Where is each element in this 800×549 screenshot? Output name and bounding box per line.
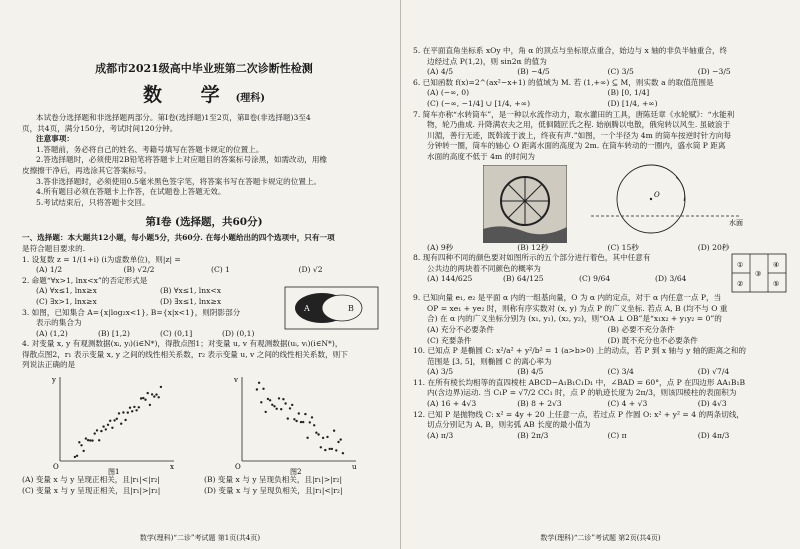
scatter-point — [160, 386, 162, 388]
intro-line: 本试卷分选择题和非选择题两部分。第Ⅰ卷(选择题)1至2页，第Ⅱ卷(非选择题)3至4 — [36, 113, 311, 122]
venn-diagram — [284, 286, 379, 330]
subject-note: (理科) — [235, 93, 266, 104]
option-d: (D) (0,1) — [222, 328, 255, 338]
question-10-stem: 10. 已知点 P 是椭圆 C: x²/a² + y²/b² = 1 (a>b>0) 上的动点，若 P 到 x 轴与 y 轴的距离之和的 — [413, 346, 747, 356]
question-11-stem: 11. 在所有棱长均相等的直四棱柱 ABCD−A₁B₁C₁D₁ 中，∠BAD = 60°，点 P 在四边形 AA₁B₁B — [413, 377, 746, 387]
scatter-point — [280, 408, 282, 410]
scatter-point — [269, 399, 271, 401]
scatter-points-2 — [256, 382, 344, 455]
scatter-point — [120, 423, 122, 425]
option-d: (D) √2 — [298, 265, 323, 275]
option-d: (D) 20秒 — [697, 242, 730, 252]
scatter-point — [133, 406, 135, 408]
option-a: (A) 3/5 — [427, 367, 454, 377]
scatter-points-1 — [74, 386, 162, 458]
question-6-stem: 6. 已知函数 f(x)=2^(ax²−x+1) 的值域为 M. 若 (1,+∞) ⊆ M，则实数 a 的取值范围是 — [413, 77, 714, 87]
figure-2-caption: 图2 — [290, 468, 302, 476]
option-c: (C) 3/4 — [607, 367, 634, 377]
origin-label: O — [235, 463, 241, 472]
option-a: (A) (1,2) — [36, 328, 68, 338]
scatter-point — [300, 421, 302, 423]
option-d: (D) 变量 x 与 y 呈现负相关，且|r₁|<|r₂| — [204, 485, 343, 495]
scatter-point — [311, 416, 313, 418]
scatter-point — [262, 388, 264, 390]
question-3-options — [22, 329, 284, 340]
waterwheel-illustration — [483, 165, 567, 243]
scatter-point — [118, 412, 120, 414]
option-a: (A) 4/5 — [427, 67, 454, 77]
scatter-point — [295, 420, 297, 422]
question-7-stem: 分钟转一圈，筒车的轴心 O 距离水面的高度为 2m. 在筒车转动的一圈内，盛水筒 P 距离 — [427, 141, 726, 151]
venn-set-b — [322, 295, 362, 321]
option-c: (C) 4 + √3 — [607, 399, 648, 409]
scatter-point — [335, 449, 337, 451]
option-c: (C) 充要条件 — [427, 335, 472, 345]
question-4-options — [22, 475, 386, 486]
page-right — [400, 0, 800, 549]
question-11-stem: 内(含边界)运动. 当 C₁P = √7/2 CC₁ 时，点 P 的轨迹长度为 2π/3，则该四棱柱的表面积为 — [427, 388, 737, 398]
scatter-point — [102, 425, 104, 427]
scatter-point — [302, 421, 304, 423]
option-a: (A) 9秒 — [427, 242, 454, 252]
option-b: (B) ∀x≤1, lnx<x — [160, 286, 222, 296]
option-b: (B) 8 + 2√3 — [517, 399, 562, 409]
option-d: (D) 既不充分也不必要条件 — [607, 335, 698, 345]
venn-label-b: B — [348, 304, 354, 314]
option-b: (B) 2π/3 — [517, 430, 549, 440]
question-8-stem: 8. 现有四种不同的颜色要对如图所示的五个部分进行着色，其中任意有 — [413, 253, 651, 263]
note-line: 3.答非选择题时，必须使用0.5毫米黑色签字笔，将答案书写在答题卡规定的位置上。 — [36, 176, 322, 186]
scatter-point — [91, 439, 93, 441]
option-c: (C) 15秒 — [607, 242, 639, 252]
question-7-stem: 水面的高度不低于 4m 的时间为 — [427, 151, 535, 161]
option-a: (A) 16 + 4√3 — [427, 399, 477, 409]
scatter-point — [298, 412, 300, 414]
note-line: 4.所有题目必须在答题卡上作答，在试题卷上答题无效。 — [36, 187, 226, 197]
region-1: ① — [737, 261, 744, 270]
waterwheel-figures — [413, 163, 788, 243]
scatter-point — [333, 430, 335, 432]
origin-label: O — [53, 463, 59, 472]
scatter-figures — [22, 371, 386, 475]
scatter-point — [313, 424, 315, 426]
scatter-point — [87, 439, 89, 441]
scatter-point — [98, 439, 100, 441]
scatter-point — [317, 433, 319, 435]
figure-1-caption: 图1 — [108, 468, 120, 476]
scatter-point — [273, 405, 275, 407]
option-b: (B) 变量 x 与 y 呈现负相关，且|r₁|>|r₂| — [204, 475, 343, 485]
section-title: 第Ⅰ卷 (选择题，共60分) — [145, 216, 263, 229]
exam-title: 成都市2021级高中毕业班第二次诊断性检测 — [95, 62, 313, 75]
venn-label-a: A — [304, 304, 310, 314]
note-line: 5.考试结束后，只将答题卡交回。 — [36, 197, 150, 207]
region-5: ⑤ — [773, 280, 780, 289]
scatter-point — [342, 452, 344, 454]
x-axis-label: x — [170, 463, 174, 472]
option-d: (D) −3/5 — [697, 67, 731, 77]
scatter-point — [322, 437, 324, 439]
page-footer: 数学(理科)“二诊”考试题 第2页(共4页) — [540, 534, 661, 542]
question-5-options — [413, 67, 788, 78]
question-4-stem: 列说法正确的是 — [22, 360, 76, 370]
scatter-point — [278, 397, 280, 399]
scatter-point — [94, 432, 96, 434]
option-d: (D) 4√3 — [697, 399, 727, 409]
question-3-stem: 表示的集合为 — [36, 318, 82, 328]
scatter-point — [122, 411, 124, 413]
scatter-point — [127, 411, 129, 413]
question-7-stem: 川湄，善行无迹，既斡流于波上，终夜有声.”如图，一个半径为 4m 的筒车按逆时针方向每 — [427, 130, 732, 140]
scatter-point — [149, 404, 151, 406]
scatter-point — [337, 441, 339, 443]
option-a: (A) ∀x≤1, lnx≥x — [36, 286, 97, 296]
waterwheel-diagram — [591, 163, 761, 243]
option-b: (B) 64/125 — [503, 274, 544, 284]
scatter-point — [289, 407, 291, 409]
scatter-point — [340, 438, 342, 440]
center-label: O — [654, 190, 660, 199]
scatter-point — [320, 446, 322, 448]
scatter-point — [113, 419, 115, 421]
scatter-point — [138, 406, 140, 408]
water-label: 水面 — [729, 218, 743, 227]
scatter-point — [131, 410, 133, 412]
question-8-stem: 公共边的两块着不同颜色的概率为 — [427, 263, 541, 273]
scatter-point — [76, 455, 78, 457]
note-line: 2.答选择题时，必须使用2B铅笔将答题卡上对应题目的答案标号涂黑，如需改动，用橡 — [36, 155, 328, 165]
question-2-stem: 2. 命题“∀x>1, lnx<x”的否定形式是 — [22, 275, 148, 285]
scatter-point — [309, 421, 311, 423]
scatter-point — [147, 392, 149, 394]
option-a: (A) 变量 x 与 y 呈现正相关，且|r₁|<|r₂| — [22, 475, 160, 485]
question-2-3-block — [22, 286, 386, 339]
option-a: (A) 充分不必要条件 — [427, 324, 494, 334]
option-c: (C) π — [607, 430, 627, 440]
wheel-center — [650, 197, 652, 199]
question-7-stem: 物，轮乃曲成. 升降满农夫之用，低徊随匠氏之程. 始崩腾以电散，俄宛转以风生. 虽破浪于 — [427, 120, 731, 130]
question-9-stem: 9. 已知向量 e₁, e₂ 是平面 α 内的一组基向量，O 为 α 内的定点，对于 α 内任意一点 P，当 — [413, 293, 722, 303]
question-12-stem: 12. 已知 P 是抛物线 C: x² = 4y + 20 上任意一点，若过点 P 作圆 O: x² + y² = 4 的两条切线， — [413, 409, 745, 419]
note-line: 1.答题前，务必将自己的姓名、考籍号填写在答题卡规定的位置上。 — [36, 144, 264, 154]
option-d: (D) √7/4 — [697, 367, 730, 377]
scatter-point — [116, 418, 118, 420]
question-2-options — [22, 297, 284, 308]
scatter-point — [105, 428, 107, 430]
option-b: (B) [1,2) — [98, 328, 130, 338]
scatter-point — [276, 408, 278, 410]
question-7-stem: 7. 简车亦称“水转筒车”，是一种以水流作动力，取水灌田的工具，唐陈廷章《水轮赋》：“水能利 — [413, 109, 735, 119]
scatter-point — [293, 418, 295, 420]
scatter-point — [329, 448, 331, 450]
option-c: (C) 3/5 — [607, 67, 634, 77]
question-3-stem: 3. 如图，已知集合 A={x|log₂x<1}, B={x|x<1}，则阴影部分 — [22, 307, 241, 317]
scatter-point — [85, 437, 87, 439]
question-9-stem: OP = xe₁ + ye₂ 时，则称有序实数对 (x, y) 为点 P 的广义坐标. 若点 A, B (均不与 O 重 — [427, 303, 728, 313]
question-2-options — [22, 286, 284, 297]
option-c: (C) 1 — [211, 265, 230, 275]
option-a: (A) 144/625 — [427, 274, 473, 284]
note-line: 皮擦擦干净后，再选涂其它答案标号。 — [22, 165, 152, 175]
region-4: ④ — [773, 261, 780, 270]
scatter-point — [89, 439, 91, 441]
question-9-options — [413, 325, 788, 336]
question-10-stem: 范围是 [3, 5]，则椭圆 C 的离心率为 — [427, 356, 552, 366]
scatter-point — [291, 404, 293, 406]
part-instructions: 是符合题目要求的. — [22, 243, 86, 253]
question-7-options — [413, 243, 788, 254]
region-3: ③ — [755, 270, 762, 279]
notes-title: 注意事项： — [36, 134, 74, 144]
question-9-stem: 合) 在 α 内的广义坐标分别为 (x₁, y₁), (x₂, y₂)，则“OA ⊥ OB”是“x₁x₂ + y₁y₂ = 0”的 — [427, 314, 722, 324]
scatter-point — [135, 409, 137, 411]
scatter-point — [284, 402, 286, 404]
question-4-stem: 得散点图2，r₁ 表示变量 x, y 之间的线性相关系数，r₂ 表示变量 u, v 之间的线性相关系数，则下 — [22, 349, 348, 359]
option-b: (B) −4/5 — [517, 67, 550, 77]
scatter-point — [267, 398, 269, 400]
v-axis-label: v — [234, 376, 238, 385]
scatter-point — [140, 397, 142, 399]
question-12-options — [413, 431, 788, 442]
subject-name: 数 学 — [142, 84, 236, 106]
coloring-grid — [731, 253, 787, 293]
scatter-point — [271, 404, 273, 406]
option-a: (A) π/3 — [427, 430, 454, 440]
option-d: (D) 3/64 — [655, 274, 687, 284]
region-2: ② — [737, 280, 744, 289]
option-b: (B) 必要不充分条件 — [607, 324, 675, 334]
question-4-options — [22, 486, 386, 497]
scatter-point — [96, 429, 98, 431]
y-axis-label: y — [52, 376, 56, 385]
scatter-point — [304, 413, 306, 415]
scatter-point — [324, 449, 326, 451]
scatter-point — [124, 419, 126, 421]
scatter-point — [144, 399, 146, 401]
option-c: (C) (−∞, −1/4] ∪ [1/4, +∞) — [427, 98, 531, 108]
scatter-point — [111, 427, 113, 429]
scatter-point — [256, 388, 258, 390]
question-10-options — [413, 367, 788, 378]
scatter-point — [78, 441, 80, 443]
option-b: (B) √2/2 — [123, 265, 155, 275]
option-b: (B) [0, 1/4] — [607, 88, 650, 98]
scatter-point — [306, 437, 308, 439]
option-d: (D) 4π/3 — [697, 430, 730, 440]
option-a: (A) (−∞, 0) — [427, 88, 470, 98]
scatter-point — [155, 393, 157, 395]
option-a: (A) 1/2 — [36, 265, 63, 275]
subject-title — [22, 80, 386, 107]
scatter-point — [100, 430, 102, 432]
scatter-plot-1 — [48, 373, 178, 475]
question-5-stem: 边经过点 P(1,2)，则 sin2α 的值为 — [427, 56, 547, 66]
scatter-point — [331, 448, 333, 450]
scatter-point — [74, 456, 76, 458]
scatter-plot-2 — [230, 373, 360, 475]
option-d: (D) [1/4, +∞) — [607, 98, 658, 108]
option-c: (C) ∃x>1, lnx≥x — [36, 296, 97, 306]
question-12-stem: 切点分别记为 A, B，则劣弧 AB 长度的最小值为 — [427, 420, 591, 430]
option-d: (D) ∃x≤1, lnx≥x — [160, 296, 222, 306]
option-c: (C) 变量 x 与 y 呈现正相关，且|r₁|>|r₂| — [22, 485, 161, 495]
question-11-options — [413, 399, 788, 410]
page-footer: 数学(理科)“二诊”考试题 第1页(共4页) — [139, 534, 261, 542]
scatter-point — [83, 450, 85, 452]
option-b: (B) 12秒 — [517, 242, 549, 252]
question-6-options — [413, 88, 788, 99]
scatter-point — [129, 407, 131, 409]
scatter-point — [109, 420, 111, 422]
scatter-point — [326, 436, 328, 438]
question-8-options — [413, 274, 731, 285]
question-9-options — [413, 336, 788, 347]
option-b: (B) 4/5 — [517, 367, 544, 377]
intro-line: 页，共4页，满分150分，考试时间120分钟。 — [22, 123, 178, 133]
u-axis-label: u — [352, 463, 357, 472]
option-c: (C) 9/64 — [579, 274, 611, 284]
scatter-point — [260, 401, 262, 403]
part-instructions: 一、选择题：本大题共12小题，每小题5分，共60分. 在每小题给出的四个选项中，只有一项 — [22, 233, 335, 243]
scatter-point — [315, 432, 317, 434]
scatter-point — [142, 397, 144, 399]
scatter-point — [107, 424, 109, 426]
question-1-stem: 1. 设复数 z = 1/(1+i) (i为虚数单位)，则|z| = — [22, 254, 181, 264]
scatter-point — [282, 398, 284, 400]
scatter-point — [153, 395, 155, 397]
question-5-stem: 5. 在平面直角坐标系 xOy 中，角 α 的顶点与坐标原点重合，始边与 x 轴的非负半轴重合，终 — [413, 46, 728, 55]
scatter-point — [258, 382, 260, 384]
scatter-point — [287, 417, 289, 419]
question-6-options — [413, 99, 788, 110]
question-8-block — [413, 253, 788, 293]
option-c: (C) (0,1] — [160, 328, 193, 338]
wheel-spokes — [501, 177, 549, 225]
scatter-point — [158, 396, 160, 398]
scatter-point — [151, 393, 153, 395]
question-1-options — [22, 265, 386, 276]
question-4-stem: 4. 对变量 x, y 有观测数据(xᵢ, yᵢ)(i∈N*)，得散点图1；对变量 u, v 有观测数据(uᵢ, vᵢ)(i∈N*)， — [22, 339, 343, 349]
scatter-point — [80, 444, 82, 446]
scatter-point — [265, 411, 267, 413]
